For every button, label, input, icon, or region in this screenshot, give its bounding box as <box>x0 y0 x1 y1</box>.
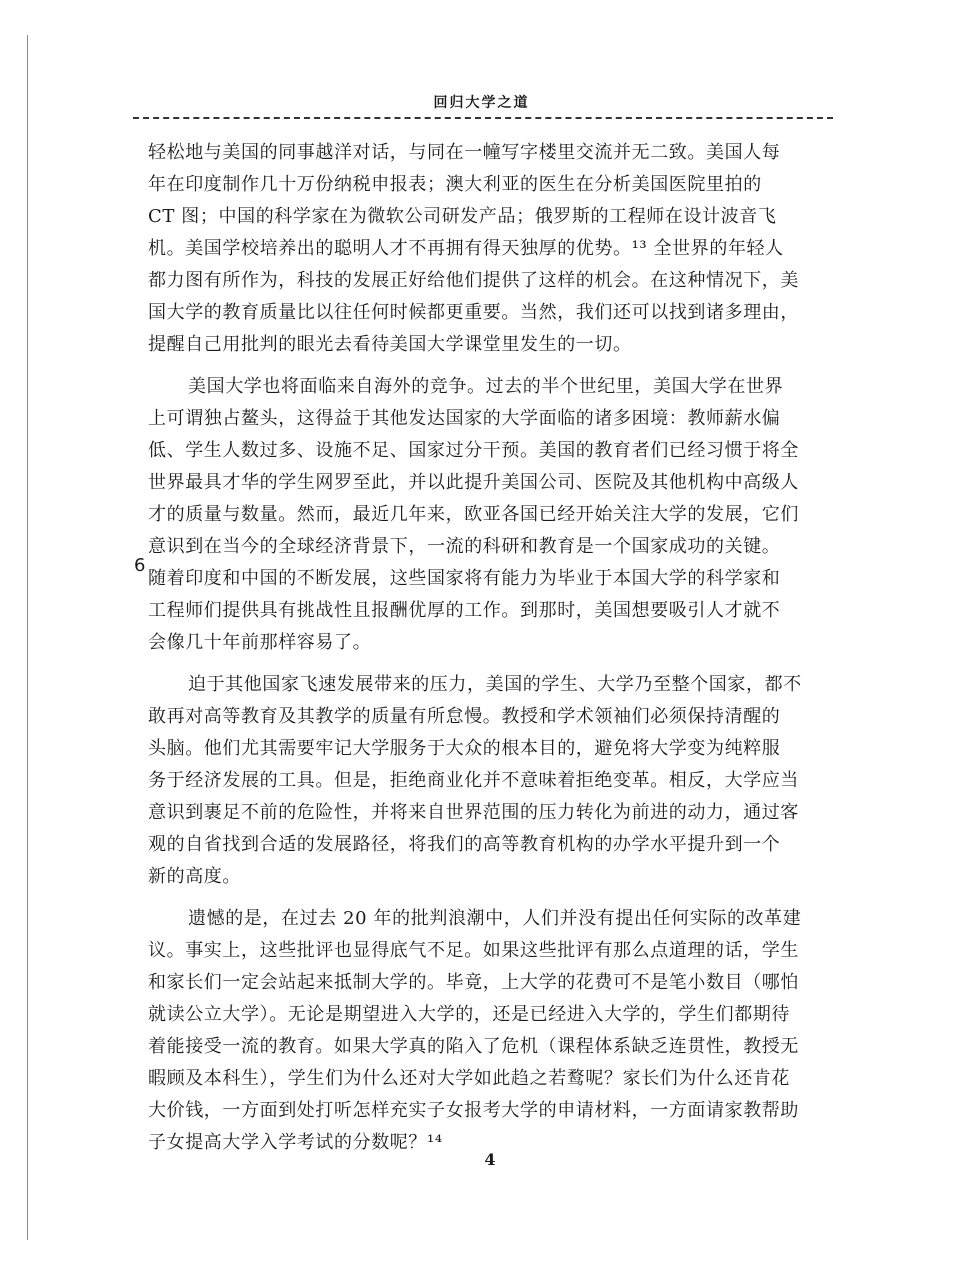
text-line: 随着印度和中国的不断发展，这些国家将有能力为毕业于本国大学的科学家和 <box>148 568 781 589</box>
text-line: CT 图；中国的科学家在为微软公司研发产品；俄罗斯的工程师在设计波音飞 <box>148 206 777 227</box>
paragraph <box>148 903 836 1159</box>
text-line: 美国大学也将面临来自海外的竞争。过去的半个世纪里，美国大学在世界 <box>188 376 784 397</box>
running-head-title: 回归大学之道 <box>433 95 530 111</box>
text-line: 才的质量与数量。然而，最近几年来，欧亚各国已经开始关注大学的发展，它们 <box>148 504 799 525</box>
binding-edge-line <box>27 35 28 1240</box>
header-dashed-rule <box>133 117 833 119</box>
text-line: 着能接受一流的教育。如果大学真的陷入了危机（课程体系缺乏连贯性，教授无 <box>148 1036 799 1057</box>
text-line: 大价钱，一方面到处打听怎样充实子女报考大学的申请材料，一方面请家教帮助 <box>148 1100 799 1121</box>
text-line: 会像几十年前那样容易了。 <box>148 632 372 653</box>
text-line: 遗憾的是，在过去 20 年的批判浪潮中，人们并没有提出任何实际的改革建 <box>188 908 802 929</box>
paragraph-gap <box>148 361 836 371</box>
paragraph-gap <box>148 893 836 903</box>
text-line: 机。美国学校培养出的聪明人才不再拥有得天独厚的优势。¹³ 全世界的年轻人 <box>148 238 784 259</box>
paragraph <box>148 137 836 361</box>
text-line: 上可谓独占鳌头，这得益于其他发达国家的大学面临的诸多困境：教师薪水偏 <box>148 408 781 429</box>
text-line: 意识到在当今的全球经济背景下，一流的科研和教育是一个国家成功的关键。 <box>148 536 781 557</box>
text-line: 头脑。他们尤其需要牢记大学服务于大众的根本目的，避免将大学变为纯粹服 <box>148 738 781 759</box>
text-line: 世界最具才华的学生网罗至此，并以此提升美国公司、医院及其他机构中高级人 <box>148 472 799 493</box>
text-line: 国大学的教育质量比以往任何时候都更重要。当然，我们还可以找到诸多理由， <box>148 302 799 323</box>
text-line: 年在印度制作几十万份纳税申报表；澳大利亚的医生在分析美国医院里拍的 <box>148 174 762 195</box>
text-line: 就读公立大学）。无论是期望进入大学的，还是已经进入大学的，学生们都期待 <box>148 1004 790 1025</box>
text-line: 新的高度。 <box>148 866 241 887</box>
text-line: 务于经济发展的工具。但是，拒绝商业化并不意味着拒绝变革。相反，大学应当 <box>148 770 799 791</box>
paragraph-gap <box>148 659 836 669</box>
paragraph <box>148 669 836 893</box>
text-line: 议。事实上，这些批评也显得底气不足。如果这些批评有那么点道理的话，学生 <box>148 940 799 961</box>
text-line: 工程师们提供具有挑战性且报酬优厚的工作。到那时，美国想要吸引人才就不 <box>148 600 781 621</box>
text-line: 提醒自己用批判的眼光去看待美国大学课堂里发生的一切。 <box>148 334 632 355</box>
text-line: 暇顾及本科生），学生们为什么还对大学如此趋之若鹜呢？家长们为什么还肯花 <box>148 1068 790 1089</box>
text-line: 轻松地与美国的同事越洋对话，与同在一幢写字楼里交流并无二致。美国人每 <box>148 142 781 163</box>
text-line: 低、学生人数过多、设施不足、国家过分干预。美国的教育者们已经习惯于将全 <box>148 440 799 461</box>
text-line: 和家长们一定会站起来抵制大学的。毕竟，上大学的花费可不是笔小数目（哪怕 <box>148 972 799 993</box>
page-number: 4 <box>484 1150 496 1169</box>
body-text <box>148 137 836 1159</box>
text-line: 都力图有所作为，科技的发展正好给他们提供了这样的机会。在这种情况下，美 <box>148 270 799 291</box>
paragraph <box>148 371 836 659</box>
text-line: 迫于其他国家飞速发展带来的压力，美国的学生、大学乃至整个国家，都不 <box>188 674 802 695</box>
text-line: 敢再对高等教育及其教学的质量有所怠慢。教授和学术领袖们必须保持清醒的 <box>148 706 781 727</box>
text-line: 观的自省找到合适的发展路径，将我们的高等教育机构的办学水平提升到一个 <box>148 834 781 855</box>
text-line: 意识到裹足不前的危险性，并将来自世界范围的压力转化为前进的动力，通过客 <box>148 802 799 823</box>
text-line: 子女提高大学入学考试的分数呢？¹⁴ <box>148 1132 443 1153</box>
margin-marker: 6 <box>134 555 146 576</box>
